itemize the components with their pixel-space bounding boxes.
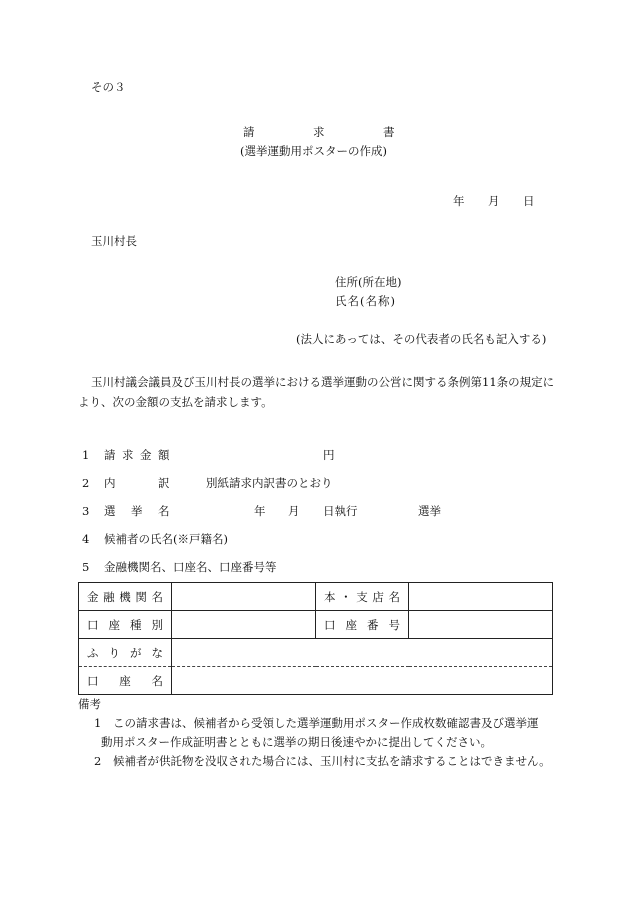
label-char: 口 xyxy=(87,617,99,632)
item-label: 候補者の氏名(※戸籍名) xyxy=(104,532,228,546)
election-suffix: 選挙 xyxy=(418,504,441,518)
bank-account-table xyxy=(78,582,553,695)
label-char: り xyxy=(108,645,120,660)
furigana-label-cell xyxy=(79,639,172,667)
note-1-line-1: この請求書は、候補者から受領した選挙運動用ポスター作成枚数確認書及び選挙運 xyxy=(113,716,539,730)
label-char: 別 xyxy=(151,617,163,632)
addressee: 玉川村長 xyxy=(91,234,137,248)
item-label-char: 求 xyxy=(122,448,134,462)
item-label-char: 挙 xyxy=(131,504,143,518)
note-2-text: 候補者が供託物を没収された場合には、玉川村に支払を請求することはできません。 xyxy=(113,754,551,768)
amount-unit: 円 xyxy=(323,448,335,462)
date-day: 日 xyxy=(523,194,535,208)
branch-label-cell xyxy=(316,583,409,611)
form-number: その３ xyxy=(91,80,126,94)
label-char: ふ xyxy=(87,645,99,660)
label-char: 店 xyxy=(372,589,384,604)
label-char: 名 xyxy=(151,673,163,688)
label-char: 口 xyxy=(87,673,99,688)
title-char: 求 xyxy=(313,125,325,139)
table-row xyxy=(79,639,553,667)
institution-label-cell xyxy=(79,583,172,611)
label-char: 種 xyxy=(130,617,142,632)
account-type-value-cell[interactable] xyxy=(172,611,316,639)
label-char: ・ xyxy=(340,589,352,604)
account-number-label-cell xyxy=(316,611,409,639)
notes-heading: 備考 xyxy=(78,697,101,711)
branch-value-cell[interactable] xyxy=(409,583,553,611)
institution-value-cell[interactable] xyxy=(172,583,316,611)
label-char: 支 xyxy=(356,589,368,604)
item-number: 1 xyxy=(82,448,90,462)
table-row xyxy=(79,583,553,611)
label-char: 座 xyxy=(119,673,131,688)
label-char: 番 xyxy=(367,617,379,632)
item-label-char: 名 xyxy=(158,504,170,518)
label-char: 本 xyxy=(324,589,336,604)
account-name-label-cell xyxy=(79,667,172,695)
corporation-note: (法人にあっては、その代表者の氏名も記入する) xyxy=(296,332,547,346)
item-number: 3 xyxy=(82,504,90,518)
label-char: 号 xyxy=(388,617,400,632)
election-year: 年 xyxy=(254,504,266,518)
label-char: 口 xyxy=(324,617,336,632)
account-number-value-cell[interactable] xyxy=(409,611,553,639)
label-char: 名 xyxy=(151,589,163,604)
date-year: 年 xyxy=(453,194,465,208)
breakdown-value: 別紙請求内訳書のとおり xyxy=(206,476,333,490)
note-number: 2 xyxy=(94,754,102,768)
election-held: 日執行 xyxy=(323,504,358,518)
document-subtitle: (選挙運動用ポスターの作成) xyxy=(240,144,387,158)
name-label: 氏名(名称) xyxy=(335,294,396,308)
item-label-char: 内 xyxy=(104,476,116,490)
label-char: 名 xyxy=(388,589,400,604)
date-month: 月 xyxy=(488,194,500,208)
title-char: 書 xyxy=(383,125,395,139)
account-type-label-cell xyxy=(79,611,172,639)
item-label-char: 請 xyxy=(104,448,116,462)
label-char: な xyxy=(151,645,163,660)
item-number: 5 xyxy=(82,560,90,574)
label-char: 融 xyxy=(103,589,115,604)
item-label-char: 額 xyxy=(158,448,170,462)
table-row xyxy=(79,667,553,695)
label-char: 金 xyxy=(87,589,99,604)
label-char: 座 xyxy=(345,617,357,632)
table-row xyxy=(79,611,553,639)
label-char: 座 xyxy=(108,617,120,632)
note-1-line-2: 動用ポスター作成証明書とともに選挙の期日後速やかに提出してください。 xyxy=(101,735,492,749)
address-label: 住所(所在地) xyxy=(335,275,402,289)
account-name-value-cell[interactable] xyxy=(172,667,553,695)
item-number: 2 xyxy=(82,476,90,490)
item-label-char: 訳 xyxy=(158,476,170,490)
furigana-value-cell[interactable] xyxy=(172,639,553,667)
label-char: が xyxy=(130,645,142,660)
item-label: 金融機関名、口座名、口座番号等 xyxy=(104,560,277,574)
item-number: 4 xyxy=(82,532,90,546)
title-char: 請 xyxy=(243,125,255,139)
item-label-char: 選 xyxy=(104,504,116,518)
item-label-char: 金 xyxy=(140,448,152,462)
body-line-1: 玉川村議会議員及び玉川村長の選挙における選挙運動の公営に関する条例第11条の規定に xyxy=(91,375,555,389)
label-char: 関 xyxy=(135,589,147,604)
election-month: 月 xyxy=(288,504,300,518)
body-line-2: より、次の金額の支払を請求します。 xyxy=(78,395,273,409)
note-number: 1 xyxy=(94,716,102,730)
label-char: 機 xyxy=(119,589,131,604)
